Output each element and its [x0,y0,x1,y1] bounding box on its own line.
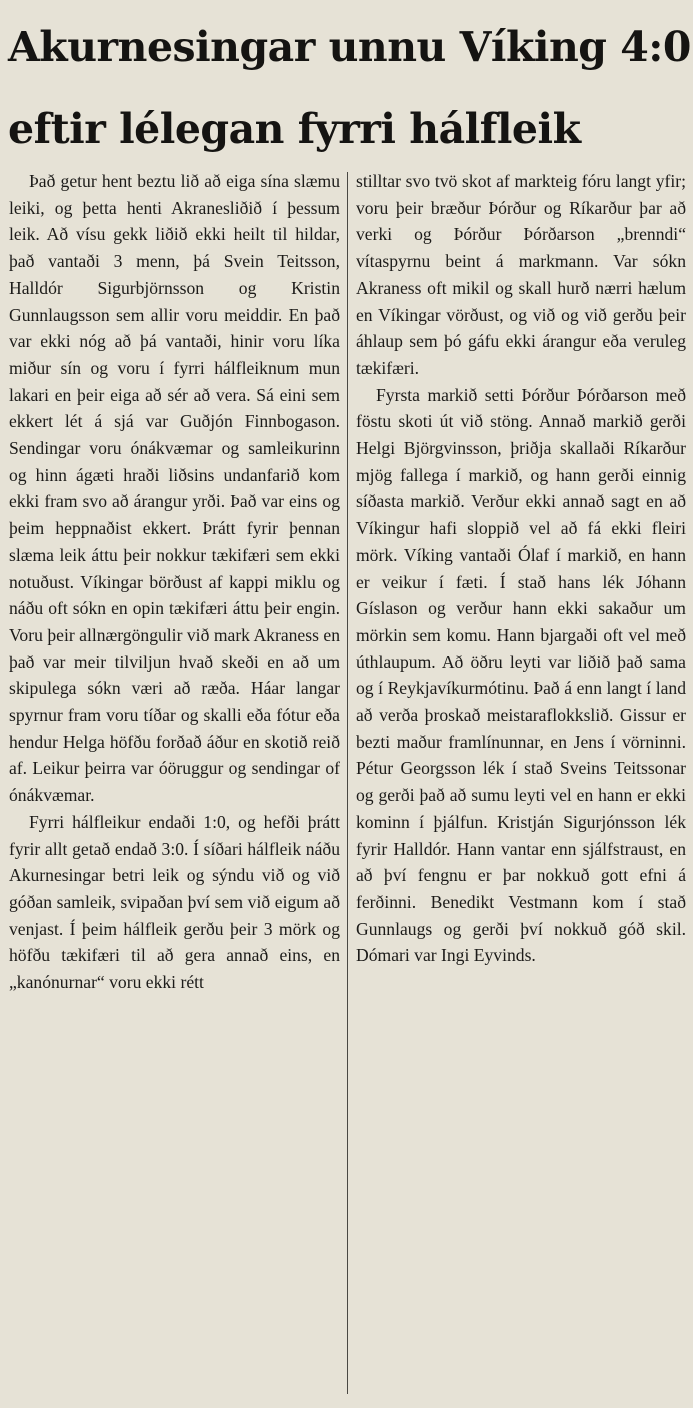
column-divider [347,172,348,1394]
article-paragraph: stilltar svo tvö skot af markteig fóru langt yfir; voru þeir bræður Þórður og Ríkarður þar að verki og Þórður Þórðarson „brenndi“ vítaspyrnu beint á markmann. Var sókn Akraness oft mikil og skall hurð nærri hælum en Víkingar vörðust, og við og við gerðu þeir áhlaup sem þó gáfu ekki árangur eða veruleg tækifæri. [356,171,686,378]
left-column [9,168,340,996]
article-paragraph: Fyrsta markið setti Þórður Þórðarson með föstu skoti út við stöng. Annað markið gerði Helgi Björgvinsson, þriðja skallaði Ríkarður mjög fallega í markið, og hann gerði einnig síðasta markið. Verður ekki annað sagt en að Víkingur hafi sloppið vel að fá ekki fleiri mörk. Víking vantaði Ólaf í markið, en hann er veikur í fæti. Í stað hans lék Jóhann Gíslason og verður hann ekki sakaður um mörkin sem komu. Hann bjargaði oft vel með úthlaupum. Að öðru leyti var liðið það sama og í Reykjavíkurmótinu. Það á enn langt í land að verða þroskað meistaraflokkslið. Gissur er bezti maður framlínunnar, en Jens í vörninni. Pétur Georgsson lék í stað Sveins Teitssonar og gerði það að sumu leyti vel en hann er ekki kominn í þjálfun. Kristján Sigurjónsson lék fyrir Halldór. Hann vantar enn sjálfstraust, en að því fengnu er þar nokkuð gott efni á ferðinni. Benedikt Vestmann kom í stað Gunnlaugs og gerði því nokkuð góð skil. Dómari var Ingi Eyvinds. [356,384,686,966]
headline [0,0,693,170]
headline-line-2: eftir lélegan fyrri hálfleik [8,105,581,153]
article-paragraph: Fyrri hálfleikur endaði 1:0, og hefði þrátt fyrir allt getað endað 3:0. Í síðari hálfleik náðu Akurnesingar betri leik og sýndu við og við góðan samleik, svipaðan því sem við eigum að venjast. Í þeim hálfleik gerðu þeir 3 mörk og höfðu tækifæri til að gera annað eins, en „kanónurnar“ voru ekki rétt [9,811,340,993]
article-paragraph: Það getur hent beztu lið að eiga sína slæmu leiki, og þetta henti Akranesliðið í þessum leik. Að vísu gekk liðið ekki heilt til hildar, það vantaði 3 menn, þá Svein Teitsson, Halldór Sigurbjörnsson og Kristin Gunnlaugsson sem allir voru meiddir. En það var ekki nóg að þá vantaði, hinir voru líka miður sín og voru í fyrri hálfleiknum mun lakari en þeir eiga að sér að vera. Sá eini sem ekkert lét á sjá var Guðjón Finnbogason. Sendingar voru ónákvæmar og samleikurinn og hinn ágæti hraði liðsins undanfarið kom ekki fram svo að árangur yrði. Það var eins og þeim heppnaðist ekkert. Þrátt fyrir þennan slæma leik áttu þeir nokkur tækifæri sem ekki notuðust. Víkingar börðust af kappi miklu og náðu oft sókn en opin tækifæri áttu þeir engin. Voru þeir allnærgöngulir við mark Akraness en það var meir tilviljun hvað skeði en að um skipulega sókn væri að ræða. Háar langar spyrnur fram voru tíðar og skalli eða fótur eða hendur Helga höfðu forðað áður en skotið reið af. Leikur þeirra var óöruggur og sendingar of ónákvæmar. [9,171,340,806]
right-column [356,168,686,969]
headline-line-1: Akurnesingar unnu Víking 4:0 [8,23,691,71]
article-body [0,168,693,1404]
